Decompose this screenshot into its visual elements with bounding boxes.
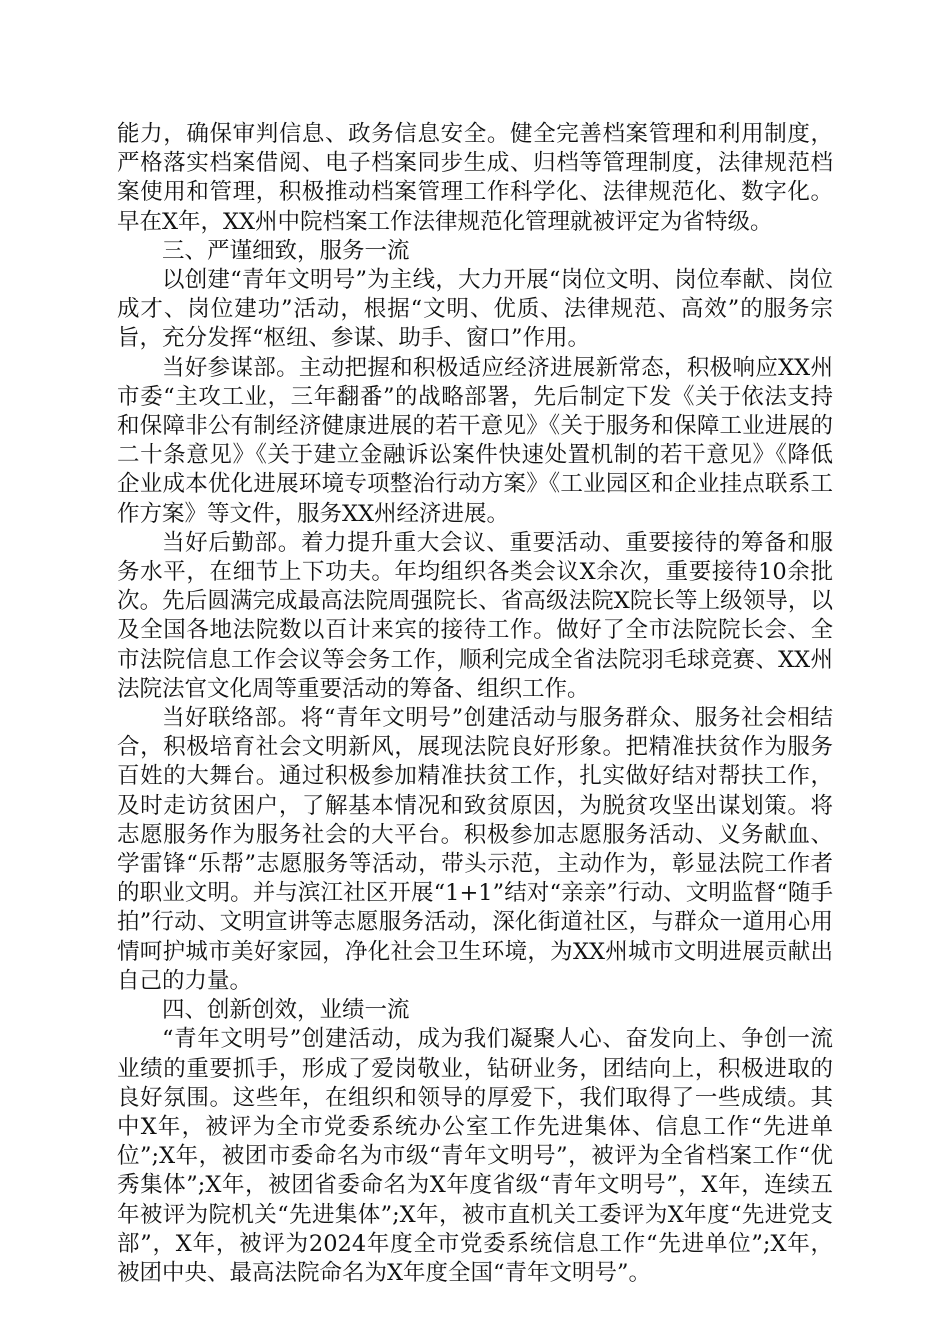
section-heading: 三、严谨细致，服务一流: [162, 237, 410, 264]
body-paragraph: 以创建“青年文明号”为主线，大力开展“岗位文明、岗位奉献、岗位成才、岗位建功”活动，根据“文明、优质、法律规范、高效”的服务宗旨，充分发挥“枢纽、参谋、助手、窗口”作用。: [117, 267, 833, 352]
body-paragraph: 当好后勤部。着力提升重大会议、重要活动、重要接待的筹备和服务水平，在细节上下功夫。年均组织各类会议X余次，重要接待10余批次。先后圆满完成最高法院周强院长、省高级法院X院长等上级领导，以及全国各地法院数以百计来宾的接待工作。做好了全市法院院长会、全市法院信息工作会议等会务工作，顺利完成全省法院羽毛球竞赛、XX州法院法官文化周等重要活动的筹备、组织工作。: [117, 529, 833, 702]
body-paragraph: 能力，确保审判信息、政务信息安全。健全完善档案管理和利用制度，严格落实档案借阅、电子档案同步生成、归档等管理制度，法律规范档案使用和管理，积极推动档案管理工作科学化、法律规范化、数字化。早在X年，XX州中院档案工作法律规范化管理就被评定为省特级。: [117, 121, 833, 235]
body-paragraph: “青年文明号”创建活动，成为我们凝聚人心、奋发向上、争创一流业绩的重要抓手，形成了爱岗敬业，钻研业务，团结向上，积极进取的良好氛围。这些年，在组织和领导的厚爱下，我们取得了一些成绩。其中X年，被评为全市党委系统办公室工作先进集体、信息工作“先进单位”;X年，被团市委命名为市级“青年文明号”，被评为全省档案工作“优秀集体”;X年，被团省委命名为X年度省级“青年文明号”，X年，连续五年被评为院机关“先进集体”;X年，被市直机关工委评为X年度“先进党支部”，X年，被评为2024年度全市党委系统信息工作“先进单位”;X年，被团中央、最高法院命名为X年度全国“青年文明号”。: [117, 1026, 833, 1286]
section-heading: 四、创新创效，业绩一流: [162, 997, 410, 1024]
body-paragraph: 当好联络部。将“青年文明号”创建活动与服务群众、服务社会相结合，积极培育社会文明新风，展现法院良好形象。把精准扶贫作为服务百姓的大舞台。通过积极参加精准扶贫工作，扎实做好结对帮扶工作，及时走访贫困户，了解基本情况和致贫原因，为脱贫攻坚出谋划策。将志愿服务作为服务社会的大平台。积极参加志愿服务活动、义务献血、学雷锋“乐帮”志愿服务等活动，带头示范，主动作为，彰显法院工作者的职业文明。并与滨江社区开展“1+1”结对“亲亲”行动、文明监督“随手拍”行动、文明宣讲等志愿服务活动，深化街道社区，与群众一道用心用情呵护城市美好家园，净化社会卫生环境，为XX州城市文明进展贡献出自己的力量。: [117, 705, 833, 994]
body-paragraph: 当好参谋部。主动把握和积极适应经济进展新常态，积极响应XX州市委“主攻工业，三年翻番”的战略部署，先后制定下发《关于依法支持和保障非公有制经济健康进展的若干意见》《关于服务和保障工业进展的二十条意见》《关于建立金融诉讼案件快速处置机制的若干意见》《降低企业成本优化进展环境专项整治行动方案》《工业园区和企业挂点联系工作方案》等文件，服务XX州经济进展。: [117, 354, 833, 527]
document-page: [117, 120, 833, 1288]
